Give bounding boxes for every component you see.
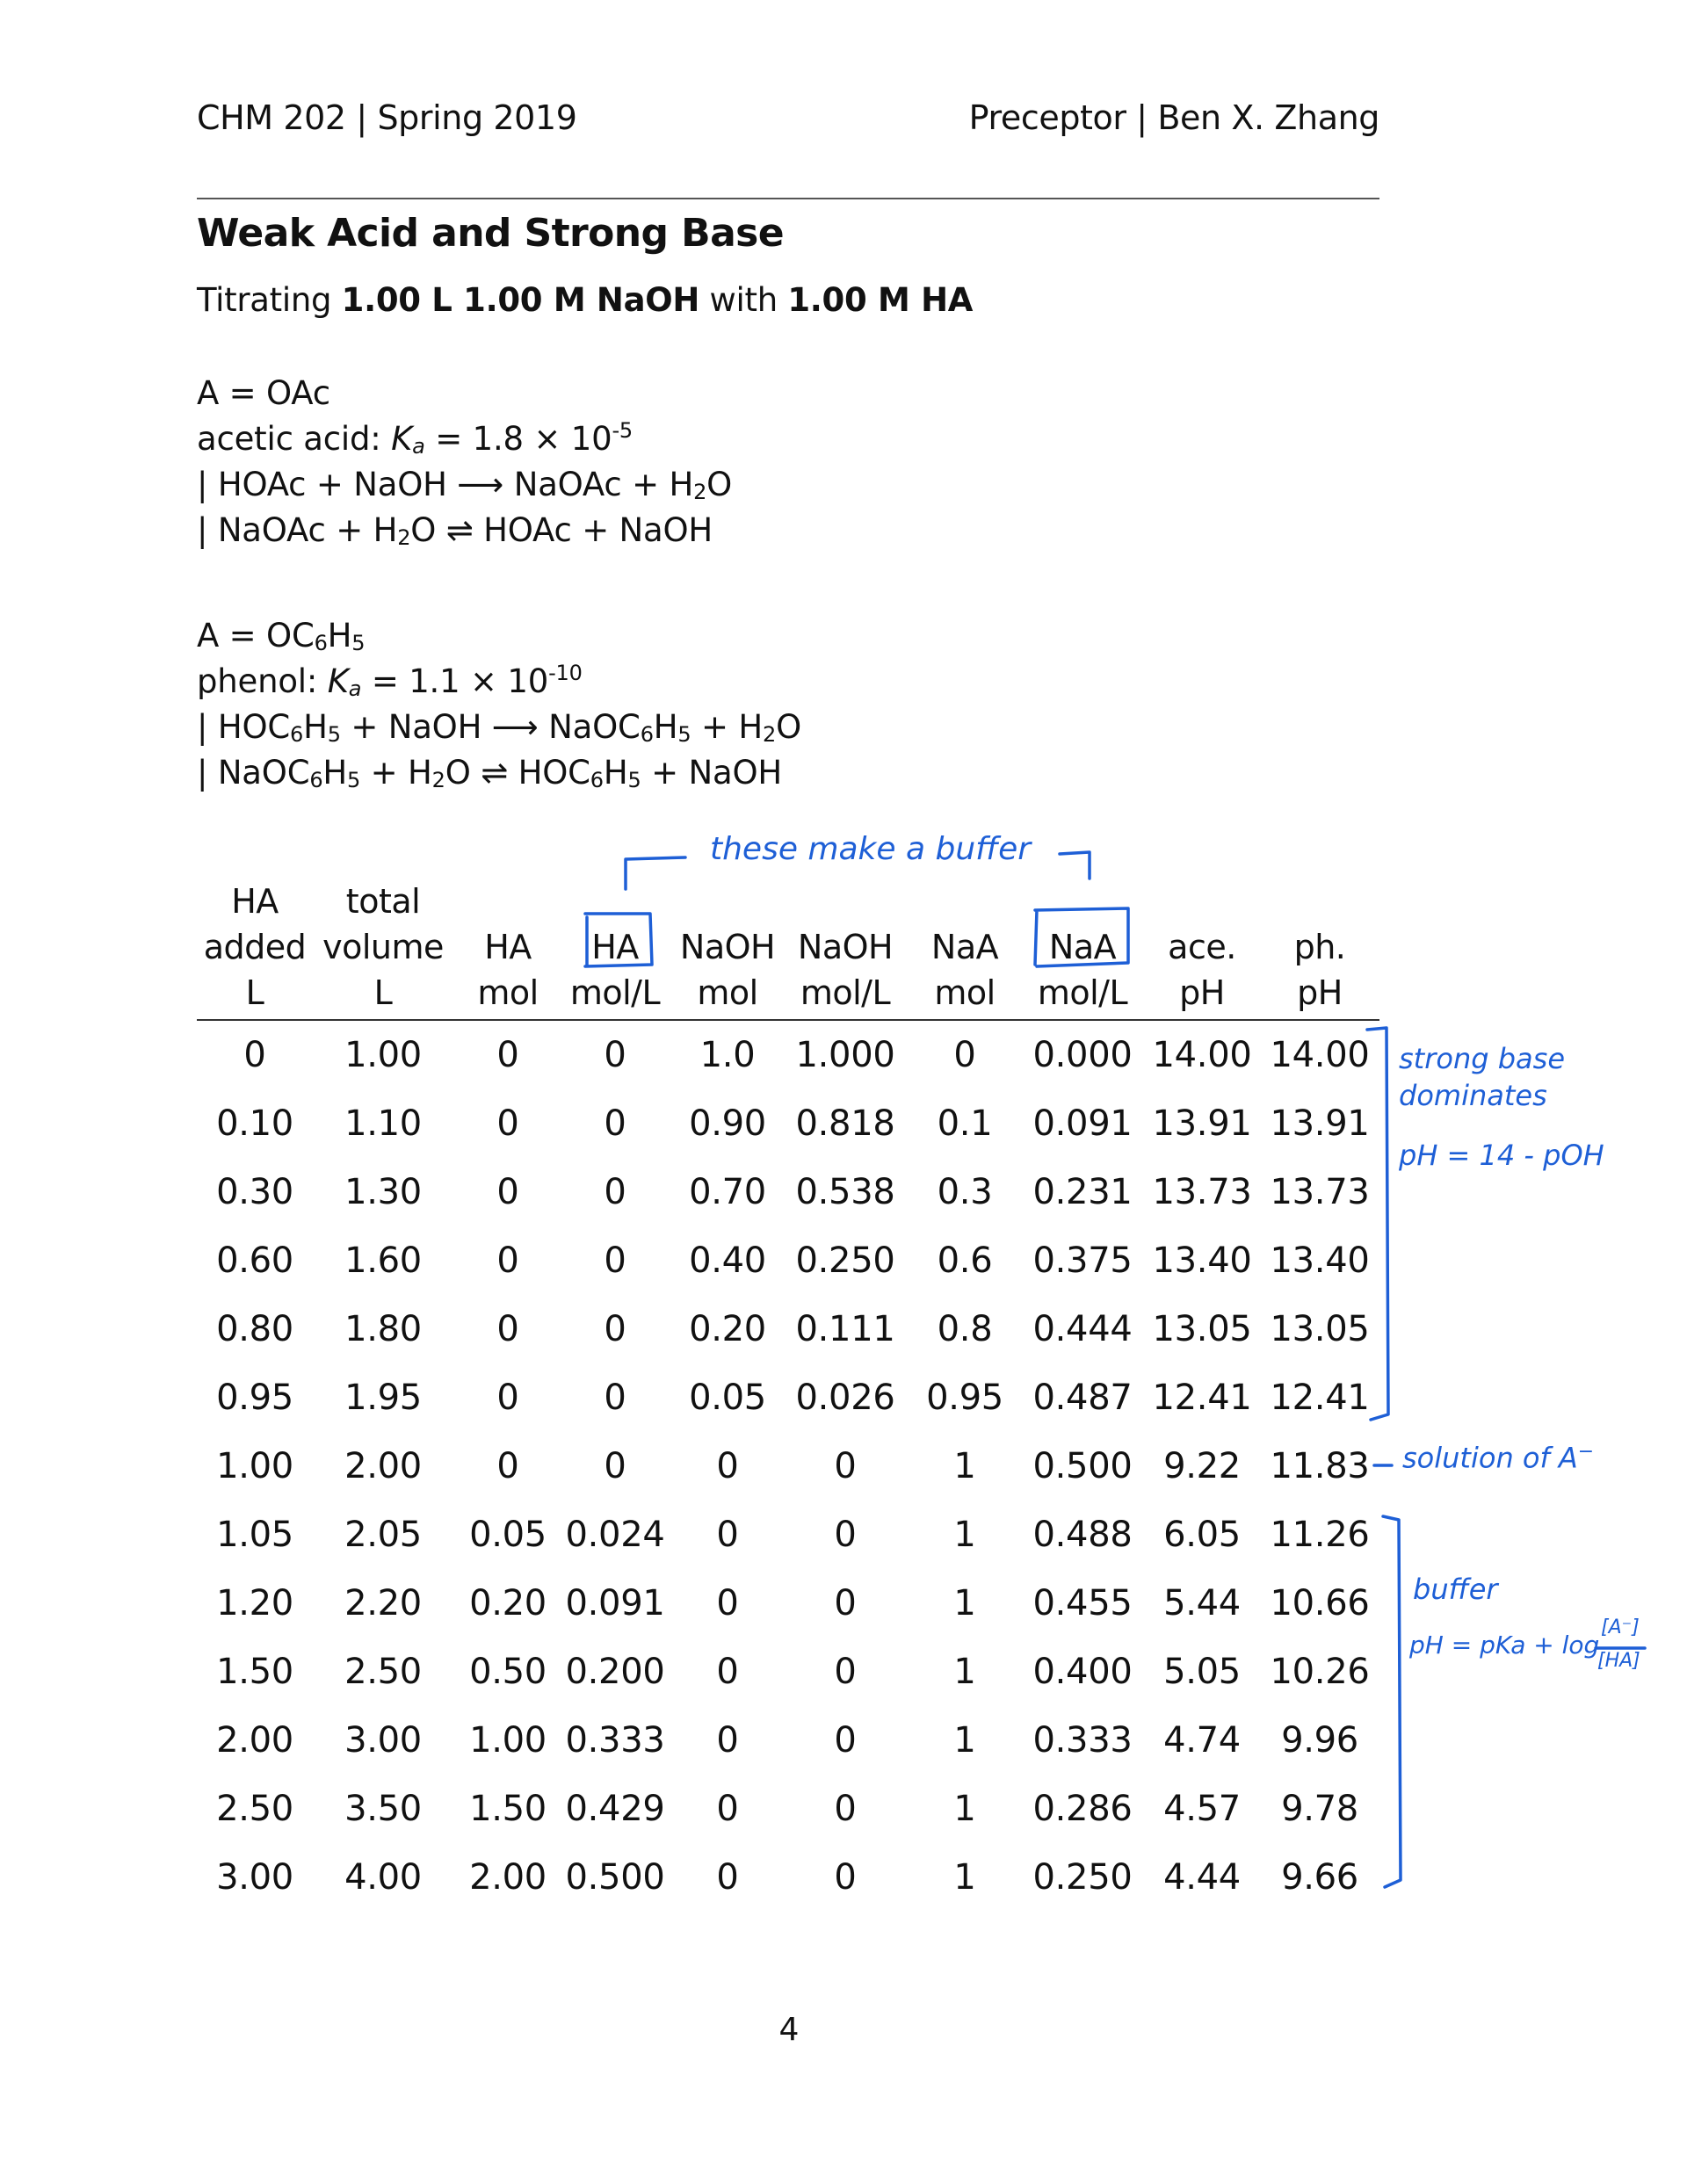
table-cell: 0.1 (937, 1103, 993, 1144)
table-cell: 0 (834, 1789, 857, 1829)
table-cell: 0.375 (1032, 1240, 1133, 1281)
table-cell: 12.41 (1152, 1378, 1252, 1418)
table-cell: 11.26 (1270, 1515, 1370, 1555)
table-cell: 0 (496, 1309, 519, 1349)
table-cell: 1 (953, 1720, 976, 1761)
table-cell: 1.20 (216, 1583, 293, 1624)
table-cell: 1.00 (216, 1446, 293, 1486)
column-header-line: NaA (1048, 928, 1117, 966)
table-cell: 0.091 (565, 1583, 665, 1624)
table-cell: 0.95 (926, 1378, 1003, 1418)
titration-statement: Titrating 1.00 L 1.00 M NaOH with 1.00 M HA (197, 281, 974, 319)
column-header-line: mol/L (800, 973, 891, 1012)
table-cell: 1 (953, 1446, 976, 1486)
table-cell: 0 (716, 1446, 739, 1486)
table-cell: 1.05 (216, 1515, 293, 1555)
column-header-line: NaOH (797, 928, 894, 966)
base-amount: 1.00 L 1.00 M NaOH (341, 281, 700, 319)
table-cell: 0 (834, 1857, 857, 1898)
table-cell: 0 (834, 1583, 857, 1624)
table-cell: 1.0 (699, 1035, 756, 1075)
table-cell: 0 (716, 1720, 739, 1761)
column-header-line: ace. (1168, 928, 1236, 966)
column-header-line: ph. (1293, 928, 1346, 966)
table-cell: 0 (834, 1720, 857, 1761)
table-cell: 13.40 (1152, 1240, 1252, 1281)
table-cell: 1.50 (469, 1789, 547, 1829)
table-cell: 0 (496, 1035, 519, 1075)
column-header-line: NaOH (679, 928, 776, 966)
column-header-line: pH (1297, 973, 1343, 1012)
table-cell: 0 (834, 1652, 857, 1692)
table-cell: 0.80 (216, 1309, 293, 1349)
column-header-line: volume (322, 928, 444, 966)
table-cell: 0.50 (469, 1652, 547, 1692)
table-cell: 0 (604, 1103, 626, 1144)
table-cell: 0 (716, 1652, 739, 1692)
table-cell: 0.488 (1032, 1515, 1133, 1555)
ha-box (585, 914, 652, 966)
table-cell: 0.091 (1032, 1103, 1133, 1144)
acetic-ka: acetic acid: $K_a = 1.8 \times 10^{-5}$ (197, 418, 633, 459)
table-cell: 0.500 (565, 1857, 665, 1898)
table-cell: 1 (953, 1789, 976, 1829)
buffer-bracket (1383, 1516, 1401, 1887)
table-cell: 0 (604, 1035, 626, 1075)
column-header-line: total (345, 882, 421, 921)
column-header-line: HA (484, 928, 532, 966)
table-cell: 11.83 (1270, 1446, 1370, 1486)
table-cell: 0.60 (216, 1240, 293, 1281)
table-cell: 1.10 (344, 1103, 422, 1144)
table-cell: 0.8 (937, 1309, 993, 1349)
table-cell: 14.00 (1152, 1035, 1252, 1075)
table-cell: 13.05 (1152, 1309, 1252, 1349)
table-cell: 14.00 (1270, 1035, 1370, 1075)
section-title: Weak Acid and Strong Base (197, 211, 784, 256)
annotation-dominates: dominates (1399, 1079, 1547, 1112)
table-cell: 0.95 (216, 1378, 293, 1418)
table-cell: 13.91 (1270, 1103, 1370, 1144)
annotation-buffer-pair: these make a buffer (710, 831, 1032, 867)
column-header-line: NaA (930, 928, 999, 966)
annotation-hh-denominator: [HA] (1597, 1650, 1640, 1672)
annotation-strong-base: strong base (1399, 1042, 1565, 1075)
column-header-line: mol (477, 973, 539, 1012)
table-cell: 0 (604, 1446, 626, 1486)
table-cell: 13.73 (1152, 1172, 1252, 1212)
table-cell: 2.50 (216, 1789, 293, 1829)
table-cell: 0.250 (1032, 1857, 1133, 1898)
table-cell: 0.538 (795, 1172, 895, 1212)
table-cell: 9.22 (1163, 1446, 1241, 1486)
buffer-pair-bracket-left (626, 857, 685, 889)
buffer-pair-bracket-right (1060, 852, 1090, 879)
table-cell: 1.00 (344, 1035, 422, 1075)
table-cell: 3.00 (344, 1720, 422, 1761)
table-cell: 4.00 (344, 1857, 422, 1898)
column-header-line: mol (934, 973, 996, 1012)
phenol-a-definition: $A = OC_6H_5$ (197, 617, 366, 655)
table-cell: 0 (604, 1240, 626, 1281)
table-cell: 0 (496, 1103, 519, 1144)
table-cell: 2.00 (216, 1720, 293, 1761)
table-cell: 0.3 (937, 1172, 993, 1212)
table-cell: 9.96 (1281, 1720, 1358, 1761)
table-cell: 1.00 (469, 1720, 547, 1761)
table-cell: 0 (716, 1789, 739, 1829)
table-cell: 0 (834, 1446, 857, 1486)
table-cell: 0.444 (1032, 1309, 1133, 1349)
column-header-line: mol/L (569, 973, 661, 1012)
table-cell: 0.500 (1032, 1446, 1133, 1486)
acetic-reaction-1: | HOAc + NaOH ⟶ NaOAc + $H_2O$ (197, 466, 733, 504)
table-cell: 0.10 (216, 1103, 293, 1144)
table-cell: 0 (716, 1583, 739, 1624)
table-cell: 9.66 (1281, 1857, 1358, 1898)
column-header-line: pH (1179, 973, 1225, 1012)
table-cell: 0.40 (689, 1240, 766, 1281)
table-cell: 0.455 (1032, 1583, 1133, 1624)
table-cell: 13.05 (1270, 1309, 1370, 1349)
acid-amount: 1.00 M HA (787, 281, 974, 319)
column-header-line: mol (697, 973, 758, 1012)
column-header-line: L (245, 973, 264, 1012)
table-cell: 1.80 (344, 1309, 422, 1349)
column-header-line: mol/L (1037, 973, 1128, 1012)
table-cell: 10.66 (1270, 1583, 1370, 1624)
table-cell: 0.200 (565, 1652, 665, 1692)
table-cell: 1.60 (344, 1240, 422, 1281)
table-cell: 2.00 (344, 1446, 422, 1486)
table-cell: 0.487 (1032, 1378, 1133, 1418)
table-cell: 9.78 (1281, 1789, 1358, 1829)
table-cell: 0.231 (1032, 1172, 1133, 1212)
annotation-solution: solution of A− (1402, 1441, 1595, 1475)
table-cell: 0.250 (795, 1240, 895, 1281)
table-cell: 0 (716, 1857, 739, 1898)
table-cell: 0.90 (689, 1103, 766, 1144)
table-cell: 4.57 (1163, 1789, 1241, 1829)
table-cell: 0 (953, 1035, 976, 1075)
column-header-line: HA (591, 928, 639, 966)
phenol-reaction-2: | $NaOC_6H_5 + H_2O$ ⇌ $HOC_6H_5$ + NaOH (197, 754, 782, 792)
table-cell: 2.00 (469, 1857, 547, 1898)
phenol-reaction-1: | $HOC_6H_5$ + NaOH ⟶ $NaOC_6H_5 + H_2O$ (197, 708, 802, 747)
table-cell: 0.111 (795, 1309, 895, 1349)
table-cell: 13.73 (1270, 1172, 1370, 1212)
table-cell: 1.000 (795, 1035, 895, 1075)
table-cell: 5.05 (1163, 1652, 1241, 1692)
table-cell: 0 (496, 1172, 519, 1212)
table-cell: 0.333 (565, 1720, 665, 1761)
strong-base-bracket (1367, 1028, 1388, 1420)
table-cell: 2.50 (344, 1652, 422, 1692)
acetic-a-definition: A = OAc (197, 374, 330, 412)
table-cell: 0.333 (1032, 1720, 1133, 1761)
table-cell: 0 (604, 1378, 626, 1418)
table-cell: 5.44 (1163, 1583, 1241, 1624)
table-cell: 2.05 (344, 1515, 422, 1555)
table-cell: 1 (953, 1857, 976, 1898)
table-cell: 0.400 (1032, 1652, 1133, 1692)
table-cell: 0 (716, 1515, 739, 1555)
table-cell: 0.30 (216, 1172, 293, 1212)
column-header-line: added (203, 928, 307, 966)
table-cell: 0.000 (1032, 1035, 1133, 1075)
table-cell: 0 (496, 1446, 519, 1486)
table-cell: 0.6 (937, 1240, 993, 1281)
table-cell: 10.26 (1270, 1652, 1370, 1692)
annotation-hh-equation: pH = pKa + log (1409, 1631, 1600, 1660)
table-cell: 13.91 (1152, 1103, 1252, 1144)
table-cell: 1 (953, 1583, 976, 1624)
table-cell: 0.20 (689, 1309, 766, 1349)
table-cell: 0.429 (565, 1789, 665, 1829)
column-header-line: HA (231, 882, 279, 921)
table-cell: 0 (496, 1378, 519, 1418)
table-cell: 0.818 (795, 1103, 895, 1144)
table-cell: 3.50 (344, 1789, 422, 1829)
table-cell: 2.20 (344, 1583, 422, 1624)
annotation-buffer: buffer (1413, 1573, 1498, 1606)
table-cell: 0.05 (469, 1515, 547, 1555)
table-cell: 1 (953, 1515, 976, 1555)
table-cell: 0 (604, 1309, 626, 1349)
phenol-ka: phenol: $K_a = 1.1 \times 10^{-10}$ (197, 661, 583, 701)
acetic-reaction-2: | NaOAc + $H_2O$ ⇌ HOAc + NaOH (197, 511, 713, 550)
table-cell: 4.74 (1163, 1720, 1241, 1761)
table-cell: 12.41 (1270, 1378, 1370, 1418)
table-cell: 0.024 (565, 1515, 665, 1555)
annotation-poh-formula: pH = 14 - pOH (1399, 1139, 1604, 1172)
table-cell: 0.70 (689, 1172, 766, 1212)
page-number: 4 (778, 2012, 800, 2048)
naa-box (1035, 908, 1128, 966)
table-cell: 0 (834, 1515, 857, 1555)
table-cell: 0.026 (795, 1378, 895, 1418)
table-cell: 0.20 (469, 1583, 547, 1624)
table-cell: 1.30 (344, 1172, 422, 1212)
table-cell: 0.286 (1032, 1789, 1133, 1829)
table-cell: 4.44 (1163, 1857, 1241, 1898)
table-cell: 0 (604, 1172, 626, 1212)
table-cell: 1.95 (344, 1378, 422, 1418)
table-cell: 1.50 (216, 1652, 293, 1692)
table-cell: 1 (953, 1652, 976, 1692)
table-cell: 3.00 (216, 1857, 293, 1898)
annotation-hh-numerator: [A⁻] (1601, 1616, 1640, 1638)
header-course: CHM 202 | Spring 2019 (197, 98, 577, 137)
table-cell: 0 (496, 1240, 519, 1281)
table-cell: 6.05 (1163, 1515, 1241, 1555)
column-header-line: L (373, 973, 393, 1012)
table-cell: 0.05 (689, 1378, 766, 1418)
header-author: Preceptor | Ben X. Zhang (968, 98, 1379, 137)
table-cell: 13.40 (1270, 1240, 1370, 1281)
table-cell: 0 (243, 1035, 266, 1075)
